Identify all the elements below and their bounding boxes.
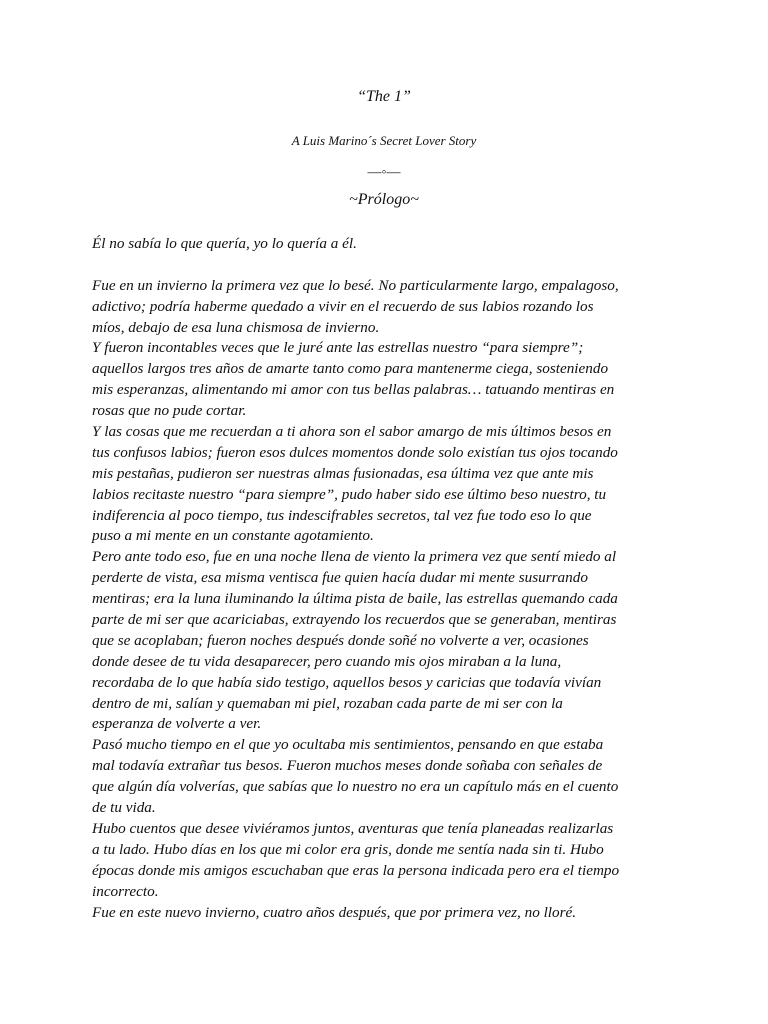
text-line: puso a mi mente en un constante agotamiento. xyxy=(92,527,374,545)
text-line: parte de mi ser que acariciabas, extrayendo los recuerdos que se generaban, mentiras xyxy=(92,611,617,629)
paragraph-gap xyxy=(92,255,682,276)
body-text xyxy=(92,234,682,923)
text-line: Pasó mucho tiempo en el que yo ocultaba mis sentimientos, pensando en que estaba xyxy=(92,736,604,754)
text-line: aquellos largos tres años de amarte tanto como para mantenerme ciega, sosteniendo xyxy=(92,360,609,378)
text-line: perderte de vista, esa misma ventisca fue quien hacía dudar mi mente susurrando xyxy=(92,569,588,587)
text-line: labios recitaste nuestro “para siempre”, pudo haber sido ese último beso nuestro, tu xyxy=(92,485,607,503)
text-line: adictivo; podría haberme quedado a vivir en el recuerdo de sus labios rozando los xyxy=(92,297,594,315)
text-line: míos, debajo de esa luna chismosa de invierno. xyxy=(92,318,380,336)
ornament-divider: —◦— xyxy=(367,165,401,180)
text-line: Él no sabía lo que quería, yo lo quería a él. xyxy=(92,235,357,252)
text-line: Y las cosas que me recuerdan a ti ahora son el sabor amargo de mis últimos besos en xyxy=(92,423,612,441)
text-line: mentiras; era la luna iluminando la última pista de baile, las estrellas quemando cada xyxy=(92,590,618,608)
text-line: Fue en este nuevo invierno, cuatro años después, que por primera vez, no lloré. xyxy=(92,903,577,921)
text-line: Pero ante todo eso, fue en una noche llena de viento la primera vez que sentí miedo al xyxy=(92,548,617,566)
text-line: Y fueron incontables veces que le juré ante las estrellas nuestro “para siempre”; xyxy=(92,339,584,357)
text-line: recordaba de lo que había sido testigo, aquellos besos y caricias que todavía vivían xyxy=(92,673,602,691)
text-line: esperanza de volverte a ver. xyxy=(92,715,262,733)
document-title: “The 1” xyxy=(357,88,411,105)
text-line: mis pestañas, pudieron ser nuestras almas fusionadas, esa última vez que ante mis xyxy=(92,464,594,482)
text-line: tus confusos labios; fueron esos dulces momentos donde solo existían tus ojos tocando xyxy=(92,443,618,461)
text-line: que algún día volverías, que sabías que lo nuestro no era un capítulo más en el cuento xyxy=(92,778,619,796)
text-line: Fue en un invierno la primera vez que lo besé. No particularmente largo, empalagoso, xyxy=(92,276,619,294)
text-line: mis esperanzas, alimentando mi amor con tus bellas palabras… tatuando mentiras en xyxy=(92,381,615,399)
text-line: rosas que no pude cortar. xyxy=(92,402,247,420)
text-line: a tu lado. Hubo días en los que mi color era gris, donde me sentía nada sin ti. Hubo xyxy=(92,840,604,858)
text-line: de tu vida. xyxy=(92,799,156,817)
text-line: mal todavía extrañar tus besos. Fueron muchos meses donde soñaba con señales de xyxy=(92,757,603,775)
document-subtitle: A Luis Marino´s Secret Lover Story xyxy=(291,133,477,148)
text-line: dentro de mi, salían y quemaban mi piel, rozaban cada parte de mi ser con la xyxy=(92,694,563,712)
section-title: ~Prólogo~ xyxy=(349,191,419,208)
text-line: incorrecto. xyxy=(92,882,159,900)
text-line: que se acoplaban; fueron noches después donde soñé no volverte a ver, ocasiones xyxy=(92,631,589,649)
text-line: Hubo cuentos que desee viviéramos juntos, aventuras que tenía planeadas realizarlas xyxy=(92,819,614,837)
text-line: donde desee de tu vida desaparecer, pero cuando mis ojos miraban a la luna, xyxy=(92,652,562,670)
text-line: épocas donde mis amigos escuchaban que eras la persona indicada pero era el tiempo xyxy=(92,861,620,879)
text-line: indiferencia al poco tiempo, tus indescifrables secretos, tal vez fue todo eso lo que xyxy=(92,506,592,524)
